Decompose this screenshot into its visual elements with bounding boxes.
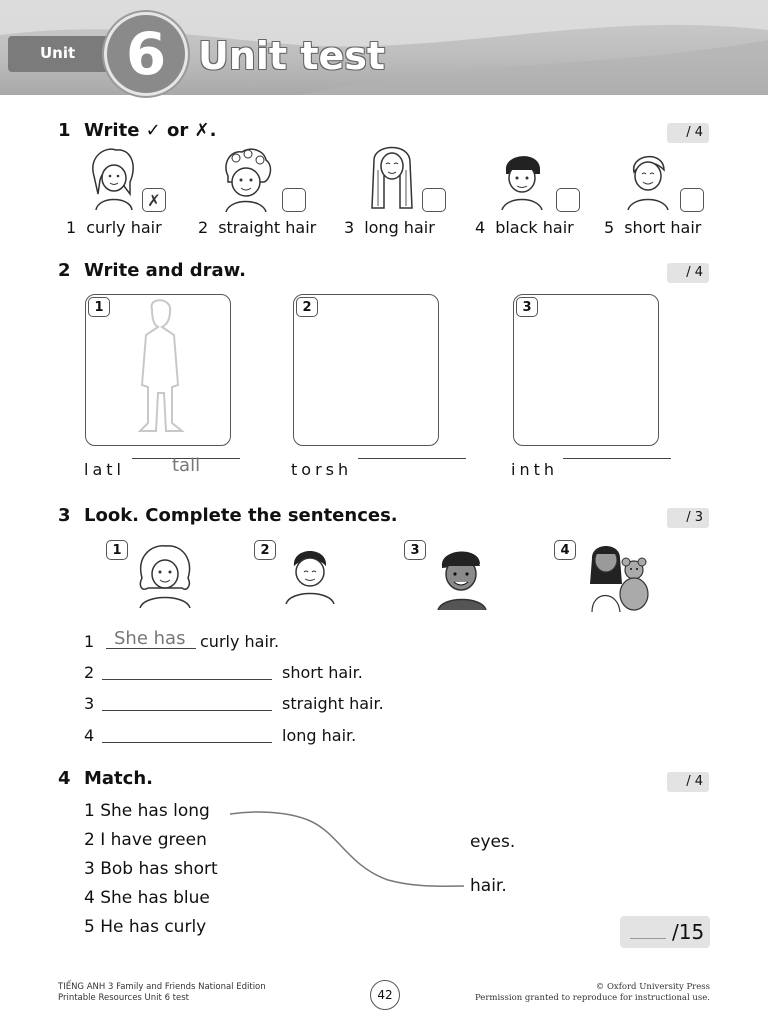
girl-long-hair-picture (364, 140, 420, 210)
picture-2-number: 2 (254, 540, 276, 560)
total-score-box (620, 916, 710, 948)
girl-curly-hair-picture (86, 146, 138, 210)
picture-3-number: 3 (404, 540, 426, 560)
example-match-line (228, 806, 468, 896)
check-box-4[interactable] (556, 188, 580, 212)
match-right-hair[interactable]: hair. (470, 876, 507, 896)
sentence-1-example: She has (114, 628, 186, 649)
section-4-score: / 4 (667, 772, 709, 792)
footer-resource: Printable Resources Unit 6 test (58, 993, 189, 1003)
boy-short-hair-portrait (282, 544, 338, 604)
sentence-4-line[interactable] (102, 742, 272, 743)
unit-number: 6 (125, 20, 167, 88)
footer-book-title: TIẾNG ANH 3 Family and Friends National Edition (58, 982, 266, 992)
footer-permission: Permission granted to reproduce for instructional use. (474, 993, 710, 1003)
jumbled-word-1: latl (84, 460, 125, 479)
draw-box-2-number: 2 (296, 297, 318, 317)
answer-line-2[interactable] (358, 458, 466, 459)
section-1-number: 1 (58, 120, 71, 141)
check-box-1[interactable]: ✗ (142, 188, 166, 212)
check-box-2[interactable] (282, 188, 306, 212)
draw-box-1[interactable] (85, 294, 231, 446)
sentence-3-line[interactable] (102, 710, 272, 711)
section-4-title: 4 Match. (58, 768, 153, 789)
section-1-title (58, 120, 216, 141)
section-1-score: / 4 (667, 123, 709, 143)
boy-black-hair-picture (496, 148, 548, 210)
section-2-title: 2 Write and draw. (58, 260, 246, 281)
tall-person-outline (86, 295, 232, 447)
picture-1-number: 1 (106, 540, 128, 560)
unit-label: Unit (40, 44, 76, 62)
match-left-1[interactable]: 1 She has long (84, 801, 210, 821)
footer-left (58, 982, 266, 1004)
answer-line-3[interactable] (563, 458, 671, 459)
sentence-2-line[interactable] (102, 679, 272, 680)
example-answer-tall: tall (172, 455, 201, 476)
match-left-5[interactable]: 5 He has curly (84, 917, 207, 937)
hair-label-2: 2 straight hair (198, 218, 317, 237)
footer-copyright: © Oxford University Press (595, 982, 710, 992)
draw-box-1-number: 1 (88, 297, 110, 317)
page-number: 42 (370, 980, 400, 1010)
match-left-3[interactable]: 3 Bob has short (84, 859, 218, 879)
boy-curly-hair-picture (218, 146, 274, 212)
section-1-text: Write ✓ or ✗. (84, 120, 217, 141)
check-box-3[interactable] (422, 188, 446, 212)
match-left-2[interactable]: 2 I have green (84, 830, 207, 850)
footer-right (475, 982, 710, 1004)
section-2-score: / 4 (667, 263, 709, 283)
hair-label-4: 4 black hair (475, 218, 574, 237)
draw-box-3-number: 3 (516, 297, 538, 317)
section-3-title: 3 Look. Complete the sentences. (58, 505, 398, 526)
draw-box-3[interactable] (513, 294, 659, 446)
total-score: /15 (672, 920, 705, 944)
jumbled-word-2: torsh (291, 460, 353, 479)
boy-straight-hair-portrait (432, 544, 490, 610)
check-box-5[interactable] (680, 188, 704, 212)
jumbled-word-3: inth (511, 460, 558, 479)
match-left-4[interactable]: 4 She has blue (84, 888, 210, 908)
total-score-line[interactable] (630, 938, 666, 939)
section-3-score: / 3 (667, 508, 709, 528)
girl-curly-hair-portrait (136, 542, 194, 608)
page-title: Unit test (198, 34, 386, 78)
hair-label-5: 5 short hair (604, 218, 702, 237)
hair-label-1: 1 curly hair (66, 218, 162, 237)
girl-long-hair-with-teddy (586, 540, 658, 612)
boy-short-hair-picture (622, 148, 674, 210)
hair-label-3: 3 long hair (344, 218, 435, 237)
picture-4-number: 4 (554, 540, 576, 560)
match-right-eyes[interactable]: eyes. (470, 832, 516, 852)
draw-box-2[interactable] (293, 294, 439, 446)
